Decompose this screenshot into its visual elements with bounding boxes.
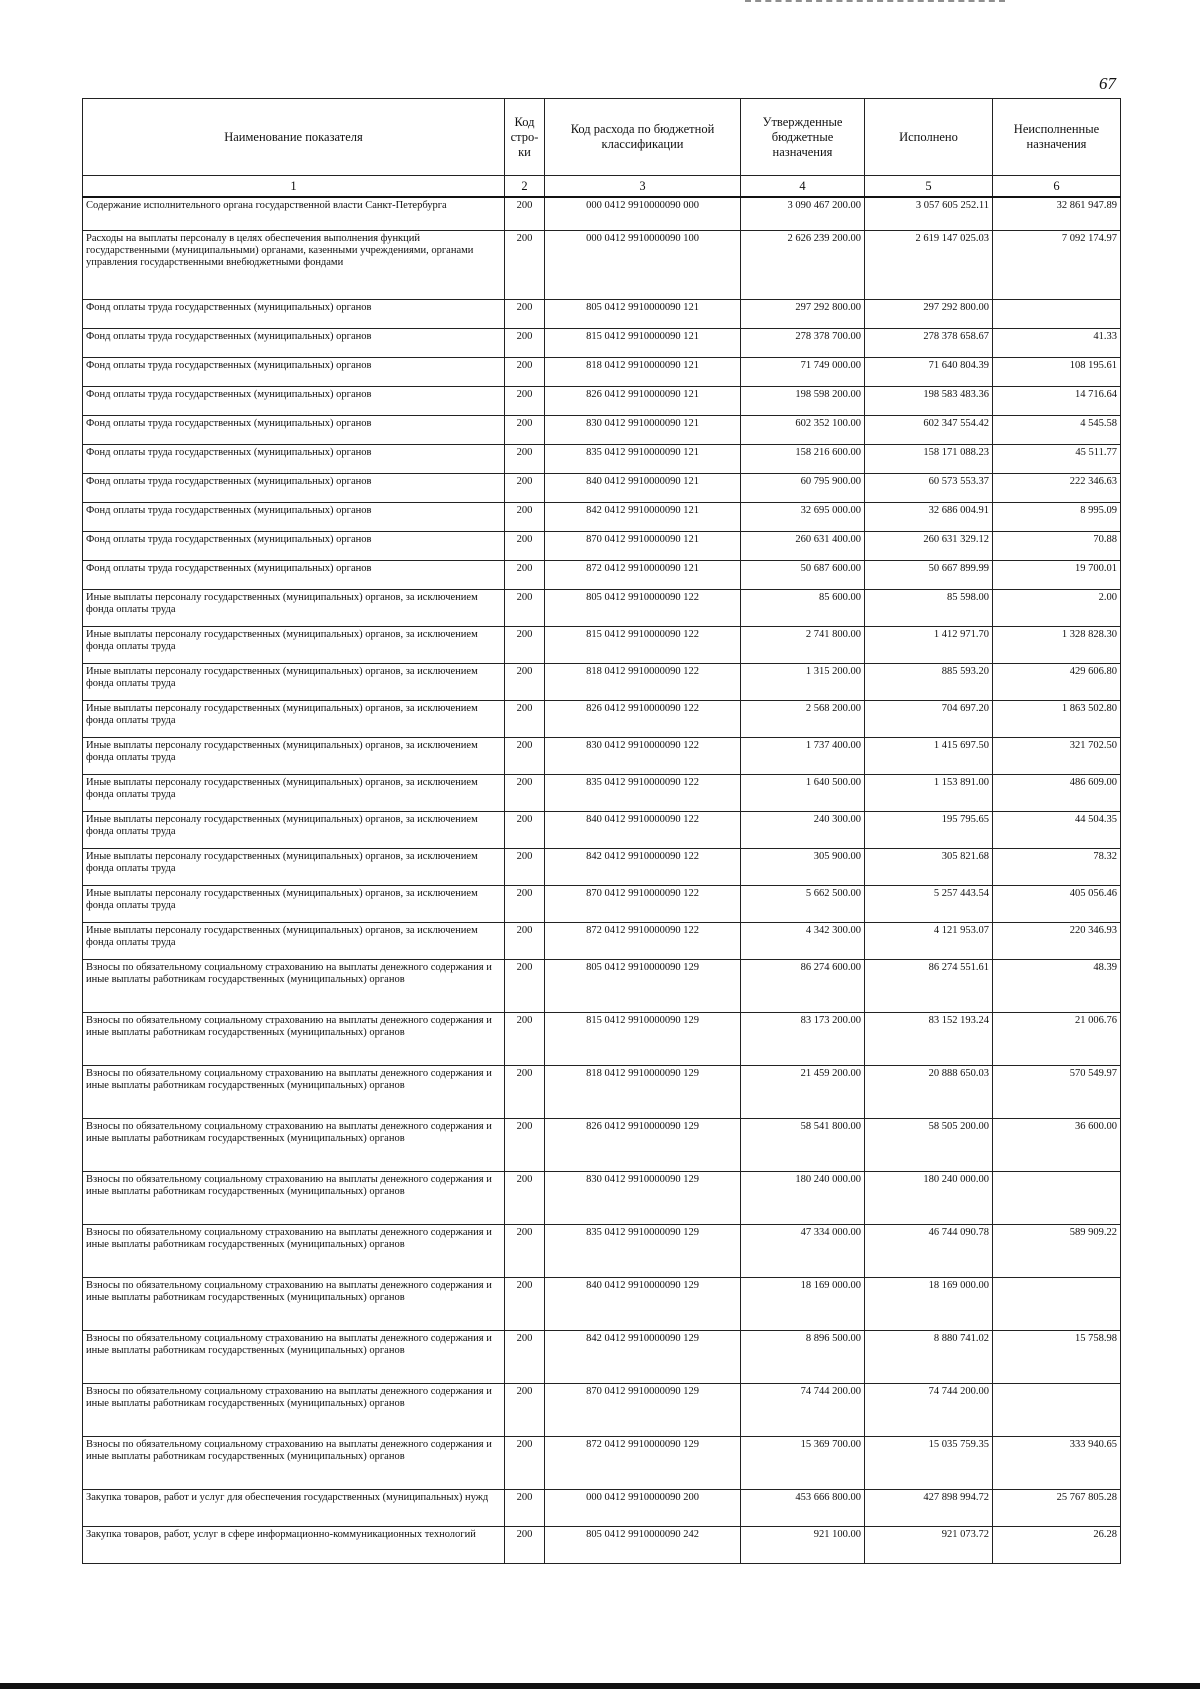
- row-code-cell: 200: [505, 1118, 545, 1171]
- row-name-cell: Иные выплаты персоналу государственных (муниципальных) органов, за исключением фонда оплаты труда: [83, 700, 505, 737]
- executed-amount-cell: 50 667 899.99: [865, 560, 993, 589]
- row-name-cell: Иные выплаты персоналу государственных (муниципальных) органов, за исключением фонда оплаты труда: [83, 922, 505, 959]
- table-row: [83, 1118, 1121, 1171]
- table-row: [83, 560, 1121, 589]
- table-row: [83, 1171, 1121, 1224]
- budget-code-cell: 842 0412 9910000090 129: [545, 1330, 741, 1383]
- row-code-cell: 200: [505, 848, 545, 885]
- budget-code-cell: 842 0412 9910000090 122: [545, 848, 741, 885]
- table-row: [83, 811, 1121, 848]
- row-code-cell: 200: [505, 230, 545, 299]
- row-name-cell: Иные выплаты персоналу государственных (муниципальных) органов, за исключением фонда оплаты труда: [83, 774, 505, 811]
- budget-code-cell: 826 0412 9910000090 122: [545, 700, 741, 737]
- row-code-cell: 200: [505, 502, 545, 531]
- unexecuted-amount-cell: 14 716.64: [993, 386, 1121, 415]
- table-row: [83, 774, 1121, 811]
- approved-amount-cell: 3 090 467 200.00: [741, 197, 865, 230]
- row-name-cell: Закупка товаров, работ, услуг в сфере информационно-коммуникационных технологий: [83, 1526, 505, 1563]
- row-code-cell: 200: [505, 811, 545, 848]
- table-row: [83, 1224, 1121, 1277]
- approved-amount-cell: 15 369 700.00: [741, 1436, 865, 1489]
- table-row: [83, 1330, 1121, 1383]
- unexecuted-amount-cell: 45 511.77: [993, 444, 1121, 473]
- row-code-cell: 200: [505, 386, 545, 415]
- row-name-cell: Фонд оплаты труда государственных (муниципальных) органов: [83, 299, 505, 328]
- table-row: [83, 473, 1121, 502]
- row-code-cell: 200: [505, 1330, 545, 1383]
- approved-amount-cell: 74 744 200.00: [741, 1383, 865, 1436]
- row-code-cell: 200: [505, 922, 545, 959]
- executed-amount-cell: 602 347 554.42: [865, 415, 993, 444]
- row-code-cell: 200: [505, 560, 545, 589]
- unexecuted-amount-cell: 1 328 828.30: [993, 626, 1121, 663]
- approved-amount-cell: 83 173 200.00: [741, 1012, 865, 1065]
- row-code-cell: 200: [505, 299, 545, 328]
- column-number: 4: [741, 176, 865, 198]
- scan-artifact-top: [745, 0, 1005, 5]
- column-number: 5: [865, 176, 993, 198]
- budget-code-cell: 826 0412 9910000090 129: [545, 1118, 741, 1171]
- table-row: [83, 415, 1121, 444]
- table-row: [83, 1012, 1121, 1065]
- table-row: [83, 1436, 1121, 1489]
- row-name-cell: Фонд оплаты труда государственных (муниципальных) органов: [83, 328, 505, 357]
- budget-code-cell: 872 0412 9910000090 122: [545, 922, 741, 959]
- approved-amount-cell: 1 640 500.00: [741, 774, 865, 811]
- budget-execution-table: [82, 98, 1121, 1564]
- executed-amount-cell: 4 121 953.07: [865, 922, 993, 959]
- row-name-cell: Фонд оплаты труда государственных (муниципальных) органов: [83, 386, 505, 415]
- header-name: Наименование показателя: [83, 99, 505, 176]
- approved-amount-cell: 60 795 900.00: [741, 473, 865, 502]
- unexecuted-amount-cell: 8 995.09: [993, 502, 1121, 531]
- table-row: [83, 531, 1121, 560]
- budget-code-cell: 815 0412 9910000090 121: [545, 328, 741, 357]
- budget-code-cell: 835 0412 9910000090 121: [545, 444, 741, 473]
- table-row: [83, 1277, 1121, 1330]
- budget-code-cell: 830 0412 9910000090 129: [545, 1171, 741, 1224]
- row-name-cell: Взносы по обязательному социальному страхованию на выплаты денежного содержания и иные выплаты работникам государственных (муниципальных) органов: [83, 1330, 505, 1383]
- unexecuted-amount-cell: 405 056.46: [993, 885, 1121, 922]
- row-code-cell: 200: [505, 197, 545, 230]
- approved-amount-cell: 85 600.00: [741, 589, 865, 626]
- budget-code-cell: 815 0412 9910000090 129: [545, 1012, 741, 1065]
- row-code-cell: 200: [505, 589, 545, 626]
- approved-amount-cell: 21 459 200.00: [741, 1065, 865, 1118]
- header-budget-code: Код расхода по бюджетной классификации: [545, 99, 741, 176]
- row-code-cell: 200: [505, 700, 545, 737]
- row-name-cell: Взносы по обязательному социальному страхованию на выплаты денежного содержания и иные выплаты работникам государственных (муниципальных) органов: [83, 1118, 505, 1171]
- table-row: [83, 357, 1121, 386]
- column-number: 3: [545, 176, 741, 198]
- executed-amount-cell: 195 795.65: [865, 811, 993, 848]
- row-code-cell: 200: [505, 444, 545, 473]
- unexecuted-amount-cell: 486 609.00: [993, 774, 1121, 811]
- approved-amount-cell: 305 900.00: [741, 848, 865, 885]
- row-code-cell: 200: [505, 959, 545, 1012]
- approved-amount-cell: 1 315 200.00: [741, 663, 865, 700]
- budget-code-cell: 840 0412 9910000090 121: [545, 473, 741, 502]
- budget-code-cell: 805 0412 9910000090 122: [545, 589, 741, 626]
- unexecuted-amount-cell: 25 767 805.28: [993, 1489, 1121, 1526]
- executed-amount-cell: 3 057 605 252.11: [865, 197, 993, 230]
- approved-amount-cell: 180 240 000.00: [741, 1171, 865, 1224]
- row-code-cell: 200: [505, 1171, 545, 1224]
- table-row: [83, 737, 1121, 774]
- budget-code-cell: 872 0412 9910000090 129: [545, 1436, 741, 1489]
- executed-amount-cell: 1 153 891.00: [865, 774, 993, 811]
- row-code-cell: 200: [505, 415, 545, 444]
- budget-code-cell: 870 0412 9910000090 122: [545, 885, 741, 922]
- executed-amount-cell: 198 583 483.36: [865, 386, 993, 415]
- executed-amount-cell: 305 821.68: [865, 848, 993, 885]
- row-name-cell: Взносы по обязательному социальному страхованию на выплаты денежного содержания и иные выплаты работникам государственных (муниципальных) органов: [83, 1224, 505, 1277]
- header-executed: Исполнено: [865, 99, 993, 176]
- approved-amount-cell: 71 749 000.00: [741, 357, 865, 386]
- approved-amount-cell: 260 631 400.00: [741, 531, 865, 560]
- budget-code-cell: 870 0412 9910000090 121: [545, 531, 741, 560]
- approved-amount-cell: 921 100.00: [741, 1526, 865, 1563]
- approved-amount-cell: 158 216 600.00: [741, 444, 865, 473]
- executed-amount-cell: 158 171 088.23: [865, 444, 993, 473]
- budget-code-cell: 000 0412 9910000090 000: [545, 197, 741, 230]
- row-name-cell: Фонд оплаты труда государственных (муниципальных) органов: [83, 357, 505, 386]
- unexecuted-amount-cell: [993, 1383, 1121, 1436]
- table-row: [83, 885, 1121, 922]
- row-name-cell: Содержание исполнительного органа государственной власти Санкт-Петербурга: [83, 197, 505, 230]
- budget-code-cell: 842 0412 9910000090 121: [545, 502, 741, 531]
- row-name-cell: Фонд оплаты труда государственных (муниципальных) органов: [83, 473, 505, 502]
- page-number: 67: [1099, 74, 1116, 93]
- approved-amount-cell: 278 378 700.00: [741, 328, 865, 357]
- row-code-cell: 200: [505, 1436, 545, 1489]
- approved-amount-cell: 4 342 300.00: [741, 922, 865, 959]
- executed-amount-cell: 1 415 697.50: [865, 737, 993, 774]
- budget-code-cell: 870 0412 9910000090 129: [545, 1383, 741, 1436]
- executed-amount-cell: 58 505 200.00: [865, 1118, 993, 1171]
- row-name-cell: Закупка товаров, работ и услуг для обеспечения государственных (муниципальных) нужд: [83, 1489, 505, 1526]
- approved-amount-cell: 58 541 800.00: [741, 1118, 865, 1171]
- unexecuted-amount-cell: 36 600.00: [993, 1118, 1121, 1171]
- row-name-cell: Иные выплаты персоналу государственных (муниципальных) органов, за исключением фонда оплаты труда: [83, 737, 505, 774]
- row-name-cell: Иные выплаты персоналу государственных (муниципальных) органов, за исключением фонда оплаты труда: [83, 663, 505, 700]
- row-code-cell: 200: [505, 663, 545, 700]
- table-header-row: [83, 99, 1121, 176]
- executed-amount-cell: 921 073.72: [865, 1526, 993, 1563]
- row-code-cell: 200: [505, 885, 545, 922]
- row-code-cell: 200: [505, 1526, 545, 1563]
- table-row: [83, 444, 1121, 473]
- unexecuted-amount-cell: [993, 1171, 1121, 1224]
- row-name-cell: Взносы по обязательному социальному страхованию на выплаты денежного содержания и иные выплаты работникам государственных (муниципальных) органов: [83, 1171, 505, 1224]
- budget-code-cell: 805 0412 9910000090 242: [545, 1526, 741, 1563]
- budget-code-cell: 805 0412 9910000090 121: [545, 299, 741, 328]
- approved-amount-cell: 32 695 000.00: [741, 502, 865, 531]
- row-code-cell: 200: [505, 1224, 545, 1277]
- approved-amount-cell: 297 292 800.00: [741, 299, 865, 328]
- executed-amount-cell: 60 573 553.37: [865, 473, 993, 502]
- approved-amount-cell: 2 626 239 200.00: [741, 230, 865, 299]
- budget-code-cell: 826 0412 9910000090 121: [545, 386, 741, 415]
- table-row: [83, 700, 1121, 737]
- unexecuted-amount-cell: 222 346.63: [993, 473, 1121, 502]
- row-code-cell: 200: [505, 1012, 545, 1065]
- row-name-cell: Взносы по обязательному социальному страхованию на выплаты денежного содержания и иные выплаты работникам государственных (муниципальных) органов: [83, 1436, 505, 1489]
- budget-code-cell: 000 0412 9910000090 200: [545, 1489, 741, 1526]
- unexecuted-amount-cell: 41.33: [993, 328, 1121, 357]
- executed-amount-cell: 46 744 090.78: [865, 1224, 993, 1277]
- table-row: [83, 197, 1121, 230]
- column-number: 1: [83, 176, 505, 198]
- unexecuted-amount-cell: 70.88: [993, 531, 1121, 560]
- row-name-cell: Расходы на выплаты персоналу в целях обеспечения выполнения функций государственными (муниципальными) органами, казенными учреждениями, органами управления государственными внебюджетными фондами: [83, 230, 505, 299]
- approved-amount-cell: 5 662 500.00: [741, 885, 865, 922]
- unexecuted-amount-cell: 7 092 174.97: [993, 230, 1121, 299]
- table-row: [83, 1489, 1121, 1526]
- row-name-cell: Фонд оплаты труда государственных (муниципальных) органов: [83, 415, 505, 444]
- approved-amount-cell: 8 896 500.00: [741, 1330, 865, 1383]
- row-code-cell: 200: [505, 1277, 545, 1330]
- row-code-cell: 200: [505, 737, 545, 774]
- unexecuted-amount-cell: 429 606.80: [993, 663, 1121, 700]
- row-name-cell: Иные выплаты персоналу государственных (муниципальных) органов, за исключением фонда оплаты труда: [83, 848, 505, 885]
- unexecuted-amount-cell: [993, 1277, 1121, 1330]
- row-code-cell: 200: [505, 357, 545, 386]
- approved-amount-cell: 47 334 000.00: [741, 1224, 865, 1277]
- budget-code-cell: 872 0412 9910000090 121: [545, 560, 741, 589]
- table-row: [83, 230, 1121, 299]
- approved-amount-cell: 50 687 600.00: [741, 560, 865, 589]
- unexecuted-amount-cell: 19 700.01: [993, 560, 1121, 589]
- unexecuted-amount-cell: 32 861 947.89: [993, 197, 1121, 230]
- table-row: [83, 1526, 1121, 1563]
- row-name-cell: Фонд оплаты труда государственных (муниципальных) органов: [83, 444, 505, 473]
- executed-amount-cell: 20 888 650.03: [865, 1065, 993, 1118]
- row-name-cell: Взносы по обязательному социальному страхованию на выплаты денежного содержания и иные выплаты работникам государственных (муниципальных) органов: [83, 1012, 505, 1065]
- approved-amount-cell: 198 598 200.00: [741, 386, 865, 415]
- row-code-cell: 200: [505, 774, 545, 811]
- executed-amount-cell: 86 274 551.61: [865, 959, 993, 1012]
- row-code-cell: 200: [505, 473, 545, 502]
- table-row: [83, 848, 1121, 885]
- row-name-cell: Фонд оплаты труда государственных (муниципальных) органов: [83, 531, 505, 560]
- table-row: [83, 299, 1121, 328]
- budget-code-cell: 830 0412 9910000090 122: [545, 737, 741, 774]
- approved-amount-cell: 2 568 200.00: [741, 700, 865, 737]
- unexecuted-amount-cell: [993, 299, 1121, 328]
- approved-amount-cell: 18 169 000.00: [741, 1277, 865, 1330]
- unexecuted-amount-cell: 26.28: [993, 1526, 1121, 1563]
- budget-code-cell: 830 0412 9910000090 121: [545, 415, 741, 444]
- table-row: [83, 1065, 1121, 1118]
- row-code-cell: 200: [505, 1383, 545, 1436]
- unexecuted-amount-cell: 220 346.93: [993, 922, 1121, 959]
- unexecuted-amount-cell: 2.00: [993, 589, 1121, 626]
- column-number-row: [83, 176, 1121, 198]
- budget-code-cell: 818 0412 9910000090 121: [545, 357, 741, 386]
- approved-amount-cell: 453 666 800.00: [741, 1489, 865, 1526]
- row-name-cell: Взносы по обязательному социальному страхованию на выплаты денежного содержания и иные выплаты работникам государственных (муниципальных) органов: [83, 1383, 505, 1436]
- budget-code-cell: 815 0412 9910000090 122: [545, 626, 741, 663]
- table-row: [83, 386, 1121, 415]
- approved-amount-cell: 602 352 100.00: [741, 415, 865, 444]
- budget-code-cell: 840 0412 9910000090 129: [545, 1277, 741, 1330]
- column-number: 6: [993, 176, 1121, 198]
- executed-amount-cell: 704 697.20: [865, 700, 993, 737]
- executed-amount-cell: 74 744 200.00: [865, 1383, 993, 1436]
- row-name-cell: Иные выплаты персоналу государственных (муниципальных) органов, за исключением фонда оплаты труда: [83, 626, 505, 663]
- unexecuted-amount-cell: 333 940.65: [993, 1436, 1121, 1489]
- executed-amount-cell: 71 640 804.39: [865, 357, 993, 386]
- unexecuted-amount-cell: 78.32: [993, 848, 1121, 885]
- row-name-cell: Взносы по обязательному социальному страхованию на выплаты денежного содержания и иные выплаты работникам государственных (муниципальных) органов: [83, 1065, 505, 1118]
- unexecuted-amount-cell: 48.39: [993, 959, 1121, 1012]
- unexecuted-amount-cell: 21 006.76: [993, 1012, 1121, 1065]
- table-row: [83, 663, 1121, 700]
- table-row: [83, 626, 1121, 663]
- unexecuted-amount-cell: 321 702.50: [993, 737, 1121, 774]
- header-unexecuted: Неисполненные назначения: [993, 99, 1121, 176]
- table-row: [83, 589, 1121, 626]
- unexecuted-amount-cell: 589 909.22: [993, 1224, 1121, 1277]
- row-name-cell: Иные выплаты персоналу государственных (муниципальных) органов, за исключением фонда оплаты труда: [83, 885, 505, 922]
- row-name-cell: Фонд оплаты труда государственных (муниципальных) органов: [83, 502, 505, 531]
- row-code-cell: 200: [505, 531, 545, 560]
- budget-code-cell: 840 0412 9910000090 122: [545, 811, 741, 848]
- row-name-cell: Взносы по обязательному социальному страхованию на выплаты денежного содержания и иные выплаты работникам государственных (муниципальных) органов: [83, 959, 505, 1012]
- approved-amount-cell: 240 300.00: [741, 811, 865, 848]
- unexecuted-amount-cell: 108 195.61: [993, 357, 1121, 386]
- unexecuted-amount-cell: 1 863 502.80: [993, 700, 1121, 737]
- budget-code-cell: 818 0412 9910000090 129: [545, 1065, 741, 1118]
- budget-code-cell: 000 0412 9910000090 100: [545, 230, 741, 299]
- budget-code-cell: 805 0412 9910000090 129: [545, 959, 741, 1012]
- row-name-cell: Иные выплаты персоналу государственных (муниципальных) органов, за исключением фонда оплаты труда: [83, 811, 505, 848]
- executed-amount-cell: 297 292 800.00: [865, 299, 993, 328]
- row-code-cell: 200: [505, 626, 545, 663]
- scan-artifact-bottom: [0, 1683, 1200, 1689]
- unexecuted-amount-cell: 15 758.98: [993, 1330, 1121, 1383]
- table-row: [83, 959, 1121, 1012]
- budget-code-cell: 835 0412 9910000090 122: [545, 774, 741, 811]
- executed-amount-cell: 18 169 000.00: [865, 1277, 993, 1330]
- approved-amount-cell: 86 274 600.00: [741, 959, 865, 1012]
- unexecuted-amount-cell: 570 549.97: [993, 1065, 1121, 1118]
- table-row: [83, 1383, 1121, 1436]
- executed-amount-cell: 278 378 658.67: [865, 328, 993, 357]
- executed-amount-cell: 180 240 000.00: [865, 1171, 993, 1224]
- approved-amount-cell: 1 737 400.00: [741, 737, 865, 774]
- row-code-cell: 200: [505, 1489, 545, 1526]
- table-row: [83, 922, 1121, 959]
- executed-amount-cell: 15 035 759.35: [865, 1436, 993, 1489]
- executed-amount-cell: 32 686 004.91: [865, 502, 993, 531]
- executed-amount-cell: 2 619 147 025.03: [865, 230, 993, 299]
- unexecuted-amount-cell: 44 504.35: [993, 811, 1121, 848]
- executed-amount-cell: 427 898 994.72: [865, 1489, 993, 1526]
- executed-amount-cell: 83 152 193.24: [865, 1012, 993, 1065]
- row-code-cell: 200: [505, 328, 545, 357]
- executed-amount-cell: 5 257 443.54: [865, 885, 993, 922]
- column-number: 2: [505, 176, 545, 198]
- approved-amount-cell: 2 741 800.00: [741, 626, 865, 663]
- executed-amount-cell: 85 598.00: [865, 589, 993, 626]
- header-approved: Утвержденные бюджетные назначения: [741, 99, 865, 176]
- executed-amount-cell: 1 412 971.70: [865, 626, 993, 663]
- table-row: [83, 502, 1121, 531]
- row-name-cell: Взносы по обязательному социальному страхованию на выплаты денежного содержания и иные выплаты работникам государственных (муниципальных) органов: [83, 1277, 505, 1330]
- table-row: [83, 328, 1121, 357]
- executed-amount-cell: 885 593.20: [865, 663, 993, 700]
- unexecuted-amount-cell: 4 545.58: [993, 415, 1121, 444]
- row-code-cell: 200: [505, 1065, 545, 1118]
- executed-amount-cell: 8 880 741.02: [865, 1330, 993, 1383]
- budget-code-cell: 818 0412 9910000090 122: [545, 663, 741, 700]
- table-body: [83, 197, 1121, 1563]
- budget-code-cell: 835 0412 9910000090 129: [545, 1224, 741, 1277]
- row-name-cell: Фонд оплаты труда государственных (муниципальных) органов: [83, 560, 505, 589]
- executed-amount-cell: 260 631 329.12: [865, 531, 993, 560]
- row-name-cell: Иные выплаты персоналу государственных (муниципальных) органов, за исключением фонда оплаты труда: [83, 589, 505, 626]
- header-row-code: Код стро-ки: [505, 99, 545, 176]
